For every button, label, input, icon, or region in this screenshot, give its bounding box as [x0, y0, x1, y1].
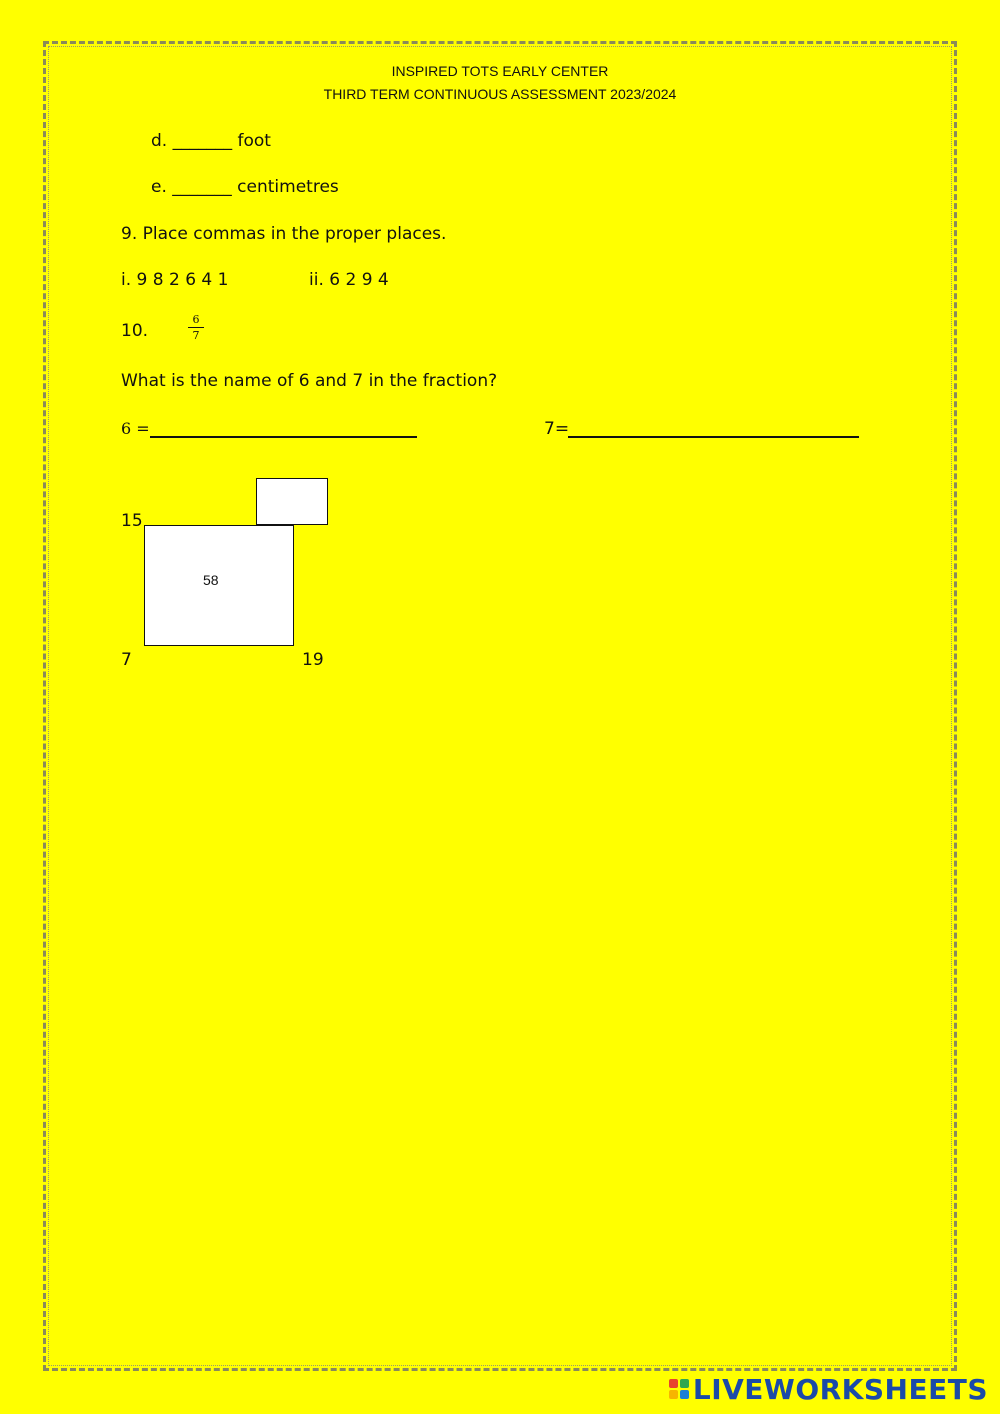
fraction-numerator: 6 [192, 313, 200, 326]
question-8d [151, 130, 271, 152]
puzzle-bottom-left-number: 7 [121, 650, 132, 670]
answer-7-label: 7= [544, 419, 570, 439]
answer-7-line[interactable] [568, 436, 859, 438]
logo-icon-square [680, 1379, 689, 1388]
answer-6-line[interactable] [150, 436, 417, 438]
fraction [188, 313, 204, 342]
puzzle-top-left-number: 15 [121, 511, 143, 531]
puzzle-bottom-right-number: 19 [302, 650, 324, 670]
logo-icon-square [669, 1379, 678, 1388]
school-name: INSPIRED TOTS EARLY CENTER [391, 63, 609, 79]
question-9: 9. Place commas in the proper places. [121, 224, 447, 244]
logo-icon-square [669, 1390, 678, 1399]
puzzle-center-number: 58 [203, 572, 219, 588]
q8e-blank[interactable]: _______ [172, 177, 232, 197]
question-9-part-i: i. 9 8 2 6 4 1 [121, 270, 229, 290]
q8d-prefix: d. [151, 131, 173, 151]
q8d-unit: foot [232, 131, 271, 151]
logo-icon [669, 1379, 689, 1399]
q8d-blank[interactable]: _______ [172, 131, 233, 151]
question-10-number: 10. [121, 321, 149, 341]
logo-text: LIVEWORKSHEETS [692, 1372, 988, 1406]
fraction-denominator: 7 [192, 329, 200, 342]
logo-icon-square [680, 1390, 689, 1399]
q8e-prefix: e. [151, 177, 173, 197]
fraction-bar [188, 327, 204, 328]
question-10-text: What is the name of 6 and 7 in the fraction? [121, 371, 498, 391]
assessment-title: THIRD TERM CONTINUOUS ASSESSMENT 2023/2024 [323, 86, 677, 102]
question-8e [151, 176, 339, 198]
answer-6-label: 6 = [121, 419, 150, 438]
answer-box[interactable] [256, 478, 328, 525]
q8e-unit: centimetres [231, 177, 339, 197]
question-9-part-ii: ii. 6 2 9 4 [309, 270, 389, 290]
liveworksheets-logo [669, 1372, 988, 1406]
puzzle-square [144, 525, 294, 646]
